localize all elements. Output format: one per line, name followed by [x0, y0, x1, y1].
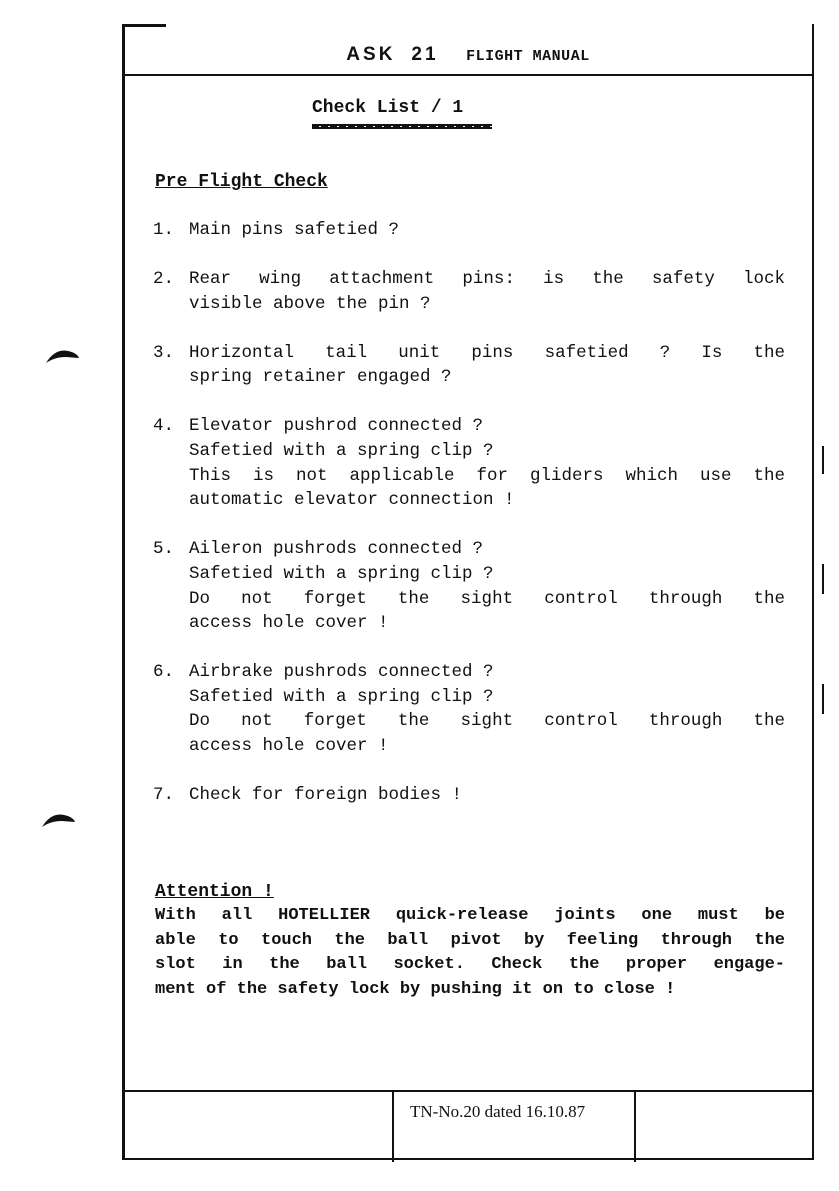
- item-number: 2.: [153, 269, 175, 290]
- punch-mark-icon: [44, 347, 80, 365]
- attention-line: able to touch the ball pivot by feeling through the: [155, 930, 785, 950]
- section-heading: Pre Flight Check: [155, 172, 328, 192]
- revision-bar: [822, 446, 824, 474]
- revision-footer: [122, 1090, 814, 1160]
- item-line: Do not forget the sight control through the: [189, 588, 785, 609]
- checklist: [153, 218, 785, 832]
- revision-bar: [822, 684, 824, 714]
- footer-divider: [634, 1092, 636, 1162]
- checklist-item: [153, 660, 785, 758]
- punch-mark-icon: [40, 811, 76, 829]
- item-number: 3.: [153, 342, 175, 363]
- checklist-item: [153, 537, 785, 635]
- checklist-item: [153, 783, 785, 808]
- checklist-item: [153, 414, 785, 512]
- tn-note: TN-No.20 dated 16.10.87: [410, 1102, 586, 1121]
- item-number: 6.: [153, 662, 175, 683]
- attention-line: With all HOTELLIER quick-release joints one must be: [155, 906, 785, 925]
- item-line: Safetied with a spring clip ?: [189, 563, 494, 584]
- item-line: access hole cover !: [189, 736, 389, 756]
- item-line: This is not applicable for gliders which use the: [189, 465, 785, 486]
- aircraft-model: ASK 21: [346, 44, 439, 65]
- attention-heading: Attention !: [155, 882, 274, 902]
- item-line: Rear wing attachment pins: is the safety lock: [189, 269, 785, 290]
- item-number: 4.: [153, 416, 175, 437]
- attention-line: ment of the safety lock by pushing it on to close !: [155, 979, 676, 999]
- checklist-item: [153, 341, 785, 390]
- item-line: Check for foreign bodies !: [189, 785, 463, 806]
- item-line: Airbrake pushrods connected ?: [189, 662, 494, 683]
- checklist-item: [153, 218, 785, 243]
- item-number: 7.: [153, 785, 175, 806]
- item-number: 5.: [153, 539, 175, 560]
- item-line: Do not forget the sight control through the: [189, 711, 785, 732]
- title-double-underline: [312, 124, 492, 129]
- item-line: Main pins safetied ?: [189, 220, 400, 240]
- item-line: Horizontal tail unit pins safetied ? Is the: [189, 342, 785, 363]
- item-line: Safetied with a spring clip ?: [189, 441, 494, 462]
- item-line: Aileron pushrods connected ?: [189, 539, 484, 560]
- attention-line: slot in the ball socket. Check the proper engage-: [155, 955, 785, 975]
- item-line: Safetied with a spring clip ?: [189, 686, 494, 707]
- attention-note: [155, 904, 785, 1002]
- manual-header: [122, 44, 814, 76]
- page-title: Check List / 1: [312, 98, 464, 118]
- footer-divider: [392, 1092, 394, 1162]
- checklist-item: [153, 267, 785, 316]
- item-number: 1.: [153, 220, 175, 240]
- item-line: automatic elevator connection !: [189, 490, 515, 511]
- manual-title: FLIGHT MANUAL: [466, 48, 590, 65]
- item-line: access hole cover !: [189, 613, 389, 634]
- item-line: visible above the pin ?: [189, 293, 431, 314]
- item-line: Elevator pushrod connected ?: [189, 416, 484, 437]
- revision-bar: [822, 564, 824, 594]
- item-line: spring retainer engaged ?: [189, 367, 452, 388]
